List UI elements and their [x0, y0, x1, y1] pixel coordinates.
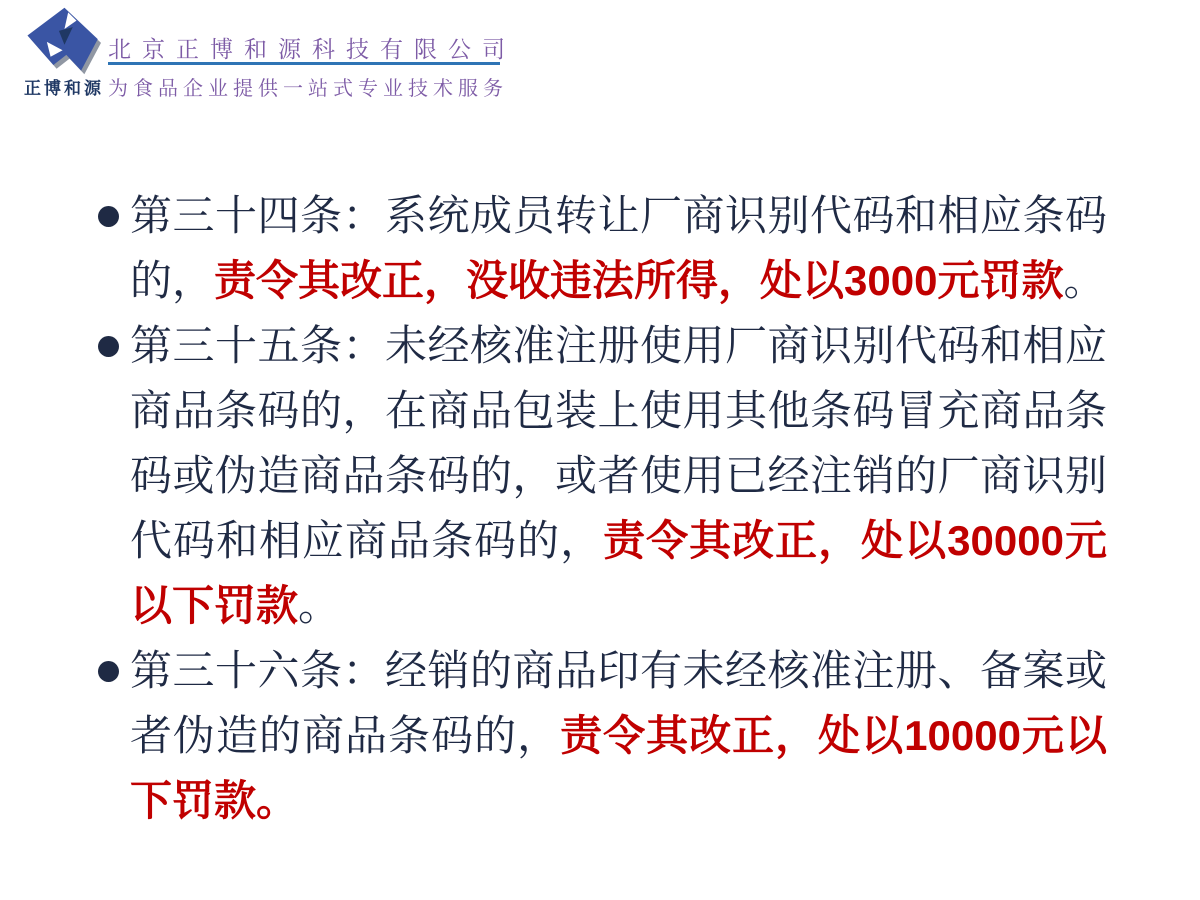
- company-name: 北京正博和源科技有限公司: [108, 36, 516, 62]
- text-segment-dark: 第三十四条：系统成员转让厂商识别代码和相应条码的，: [130, 192, 1107, 304]
- text-segment-dark: 。: [298, 582, 341, 629]
- bullet-dot-icon: [98, 336, 119, 357]
- header-divider: [108, 62, 500, 65]
- text-segment-dark: 第三十五条：未经核准注册使用厂商识别代码和相应商品条码的，在商品包装上使用其他条码冒充商品条码或伪造商品条码的，或者使用已经注销的厂商识别代码和相应商品条码的，: [130, 322, 1107, 564]
- bullet-dot-icon: [98, 206, 119, 227]
- company-logo-icon: [18, 4, 110, 78]
- text-segment-red: 责令其改正，没收违法所得，处以3000元罚款: [214, 257, 1064, 304]
- logo-wordmark: 正博和源: [24, 79, 104, 98]
- bullet-item: [97, 313, 1107, 638]
- text-segment-dark: 。: [1063, 257, 1106, 304]
- text-segment-red: 责令其改正，处以10000元以下罚款。: [130, 712, 1107, 824]
- text-segment-dark: 第三十六条：经销的商品印有未经核准注册、备案或者伪造的商品条码的，: [130, 647, 1107, 759]
- bullet-list: [97, 183, 1107, 833]
- company-tagline: 为食品企业提供一站式专业技术服务: [108, 78, 508, 100]
- bullet-dot-icon: [98, 661, 119, 682]
- text-segment-red: 责令其改正，处以30000元以下罚款: [130, 517, 1107, 629]
- bullet-item: [97, 183, 1107, 313]
- bullet-item: [97, 638, 1107, 833]
